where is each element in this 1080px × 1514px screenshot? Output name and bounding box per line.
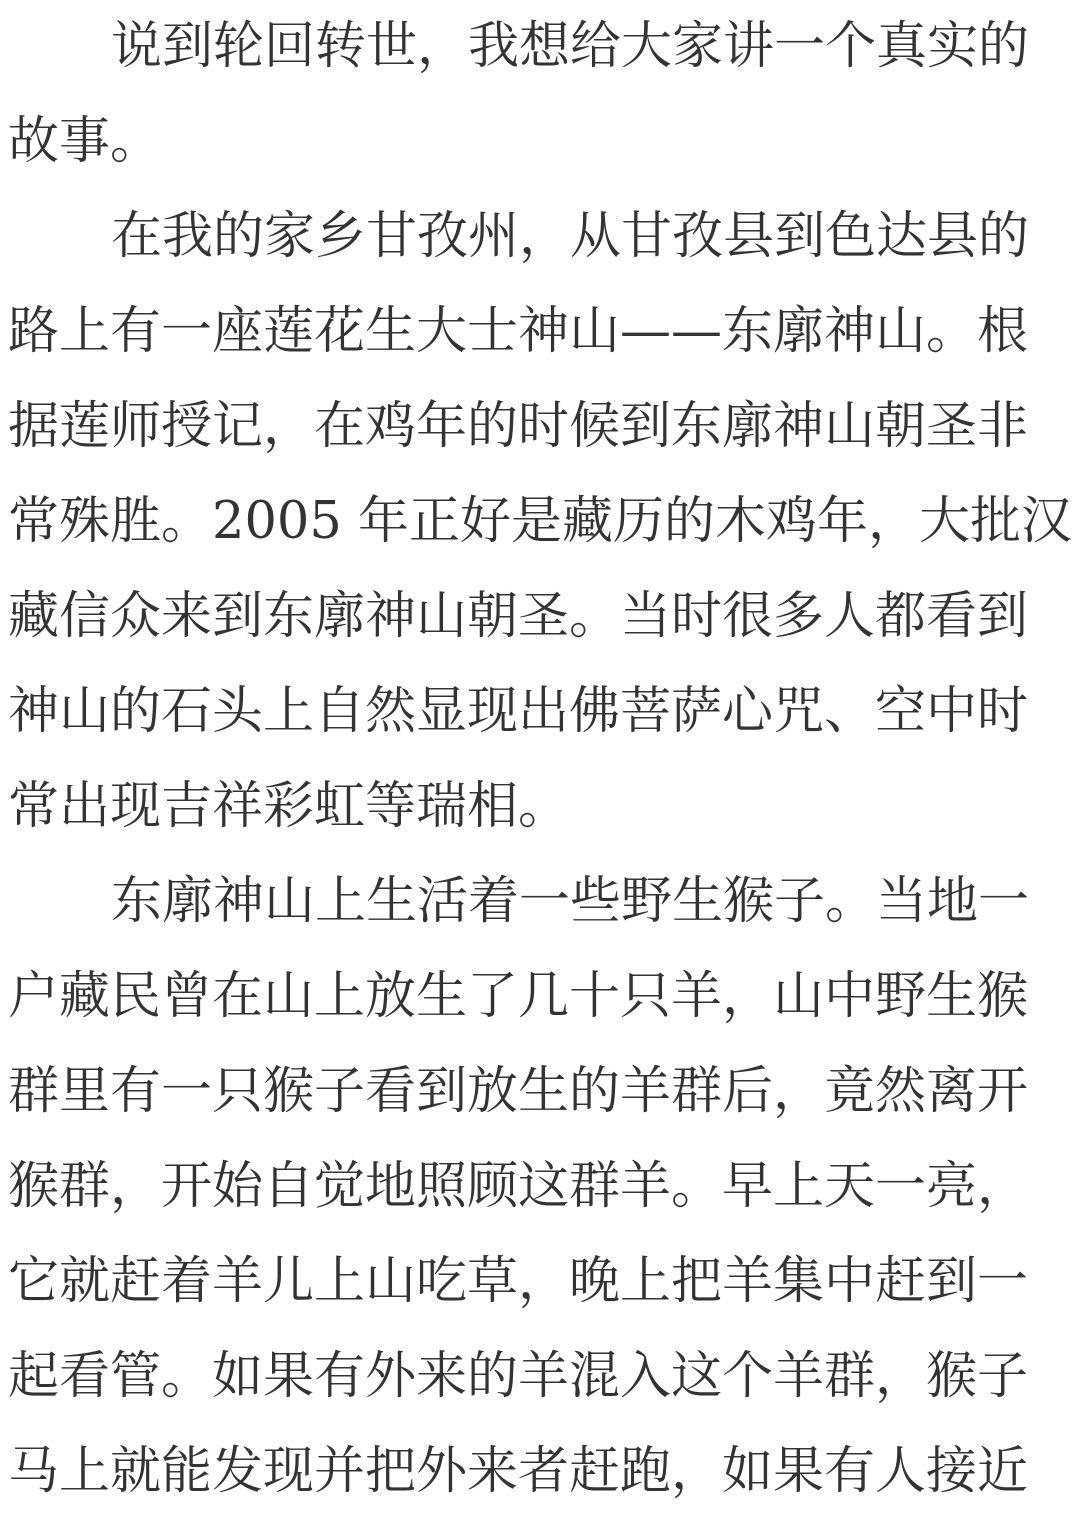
paragraph-1-line-1: 说到轮回转世，我想给大家讲一个真实的 xyxy=(111,17,1030,76)
paragraph-2-line-1: 在我的家乡甘孜州，从甘孜县到色达县的 xyxy=(111,207,1030,266)
paragraph-2-line-4: 常殊胜。2005 年正好是藏历的木鸡年，大批汉 xyxy=(8,492,1072,551)
paragraph-3-line-2: 户藏民曾在山上放生了几十只羊，山中野生猴 xyxy=(8,967,1029,1026)
paragraph-3-line-1: 东廓神山上生活着一些野生猴子。当地一 xyxy=(111,872,1030,931)
paragraph-2-line-5: 藏信众来到东廓神山朝圣。当时很多人都看到 xyxy=(8,587,1029,646)
paragraph-2-line-6: 神山的石头上自然显现出佛菩萨心咒、空中时 xyxy=(8,682,1029,741)
paragraph-3-line-7: 马上就能发现并把外来者赶跑，如果有人接近 xyxy=(8,1442,1029,1501)
paragraph-3-line-5: 它就赶着羊儿上山吃草，晚上把羊集中赶到一 xyxy=(8,1252,1029,1311)
paragraph-3-line-6: 起看管。如果有外来的羊混入这个羊群，猴子 xyxy=(8,1347,1029,1406)
paragraph-1-line-2: 故事。 xyxy=(8,112,162,171)
paragraph-2-line-2: 路上有一座莲花生大士神山——东廓神山。根 xyxy=(8,302,1029,361)
paragraph-3-line-4: 猴群，开始自觉地照顾这群羊。早上天一亮， xyxy=(8,1157,1029,1216)
paragraph-2-line-7: 常出现吉祥彩虹等瑞相。 xyxy=(8,777,570,836)
paragraph-2-line-3: 据莲师授记，在鸡年的时候到东廓神山朝圣非 xyxy=(8,397,1029,456)
paragraph-3-line-3: 群里有一只猴子看到放生的羊群后，竟然离开 xyxy=(8,1062,1029,1121)
